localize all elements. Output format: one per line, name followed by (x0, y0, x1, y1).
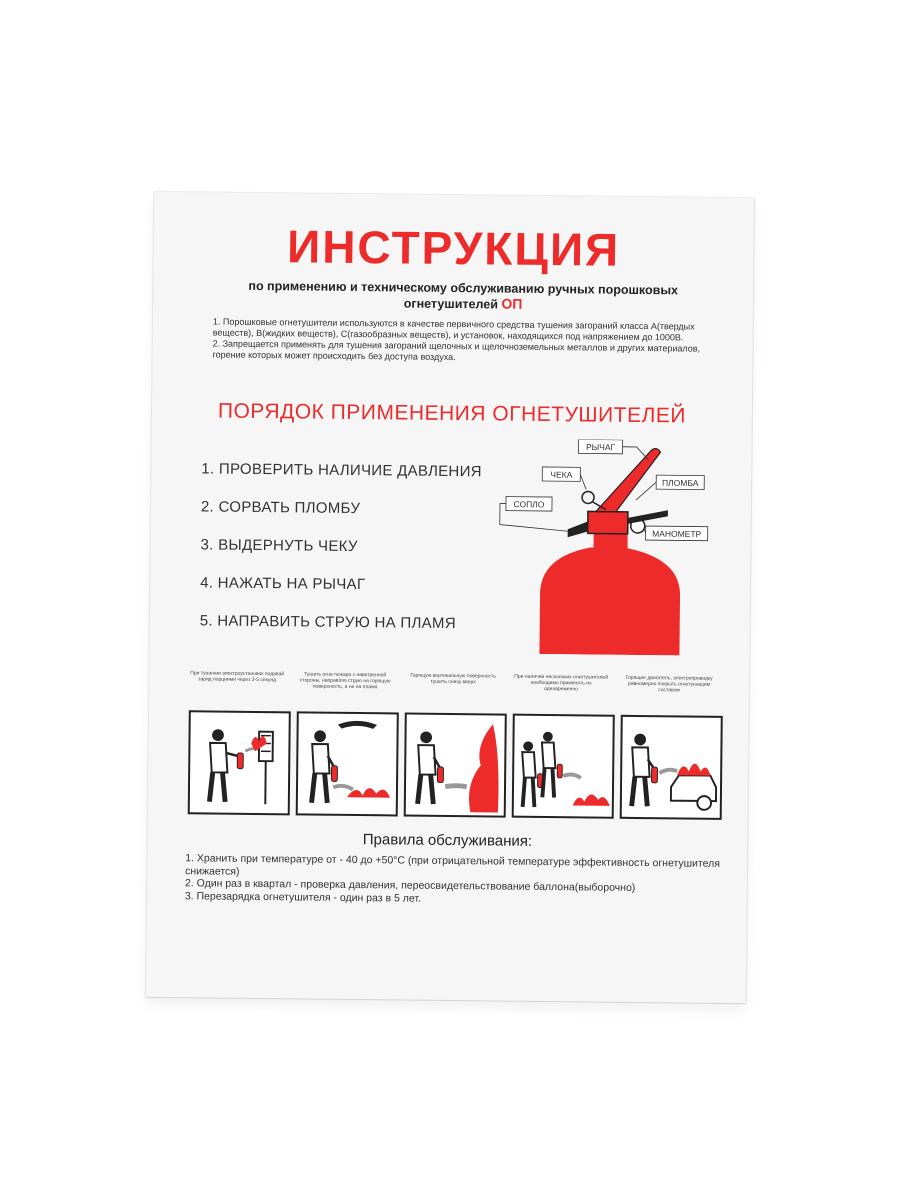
intro-text (212, 317, 720, 366)
label-pin (542, 467, 586, 489)
nozzle-shape (568, 521, 588, 537)
intro-paragraph-1: 1. Порошковые огнетушители используются в качестве первичного средства тушения загораний класса А(твердых веществ), В(жидких веществ), С(газообразных веществ), и установок, находящихся под напряжением до 1000В. (212, 316, 695, 343)
label-nozzle-text: СОПЛО (513, 499, 545, 510)
panel-caption-1: При тушении электроустановок подавай заряд порциями через 3-5 секунд (190, 670, 285, 684)
lever-shape (596, 448, 661, 512)
pictogram-simultaneous (512, 714, 615, 819)
rules-list (185, 852, 727, 908)
extinguisher-diagram (494, 438, 726, 655)
label-lever (578, 439, 648, 460)
valve-head (588, 511, 628, 533)
handle-shape (628, 510, 668, 524)
panel-caption-4: При наличии нескольких огнетушителей необходимо применять их одновременно (514, 673, 609, 693)
extinguisher-cylinder (539, 547, 680, 655)
label-gauge-text: МАНОМЕТР (652, 528, 702, 540)
panel-caption-2: Тушить огни пожара с наветренной стороны, направляя струю на горящую поверхность, а не на пламя (299, 671, 391, 691)
rule-1: 1. Хранить при температуре от - 40 до +50°С (при отрицательной температуре эффективность огнетушителя снижается) (185, 852, 721, 878)
panel-caption-5: Горящие двигатель, электропроводку равномерно покрыть огнетушащим составом (625, 674, 713, 694)
rule-2: 2. Один раз в квартал - проверка давления, переосвидетельствование баллона(выборочно) (184, 877, 636, 894)
subtitle (213, 279, 713, 315)
pictogram-electrical (188, 710, 291, 815)
pictogram-vertical (404, 713, 507, 818)
label-seal (636, 475, 704, 501)
pictogram-windward (296, 711, 399, 816)
steps-list (199, 460, 531, 653)
step-3: 3. ВЫДЕРНУТЬ ЧЕКУ (200, 536, 358, 556)
rule-3: 3. Перезарядка огнетушителя - один раз в 5 лет. (184, 889, 421, 905)
step-1: 1. ПРОВЕРИТЬ НАЛИЧИЕ ДАВЛЕНИЯ (201, 460, 482, 481)
panel-captions (189, 670, 719, 716)
subtitle-text: по применению и техническому обслуживанию ручных порошковых огнетушителей (248, 278, 679, 312)
step-4: 4. НАЖАТЬ НА РЫЧАГ (200, 574, 366, 594)
label-seal-text: ПЛОМБА (661, 477, 699, 489)
page-title: ИНСТРУКЦИЯ (286, 220, 621, 276)
procedure-title: ПОРЯДОК ПРИМЕНЕНИЯ ОГНЕТУШИТЕЛЕЙ (217, 399, 687, 428)
label-lever-text: РЫЧАГ (585, 441, 616, 453)
instruction-sheet (146, 192, 754, 1003)
usage-pictograms (188, 710, 719, 824)
step-5: 5. НАПРАВИТЬ СТРУЮ НА ПЛАМЯ (199, 612, 457, 633)
pictogram-engine (620, 715, 723, 820)
step-2: 2. СОРВАТЬ ПЛОМБУ (200, 498, 361, 518)
label-gauge (644, 526, 708, 541)
label-pin-text: ЧЕКА (550, 469, 573, 480)
panel-caption-3: Горящую вертикальную поверхность тушить снизу вверх (410, 672, 496, 686)
label-nozzle (500, 497, 568, 532)
rules-title: Правила обслуживания: (362, 831, 533, 850)
subtitle-suffix: ОП (501, 295, 523, 312)
intro-paragraph-2: 2. Запрещается применять для тушения загораний щелочных и щелочноземельных металлов и других материалов, горение которых может происходить без доступа воздуха. (212, 338, 701, 363)
